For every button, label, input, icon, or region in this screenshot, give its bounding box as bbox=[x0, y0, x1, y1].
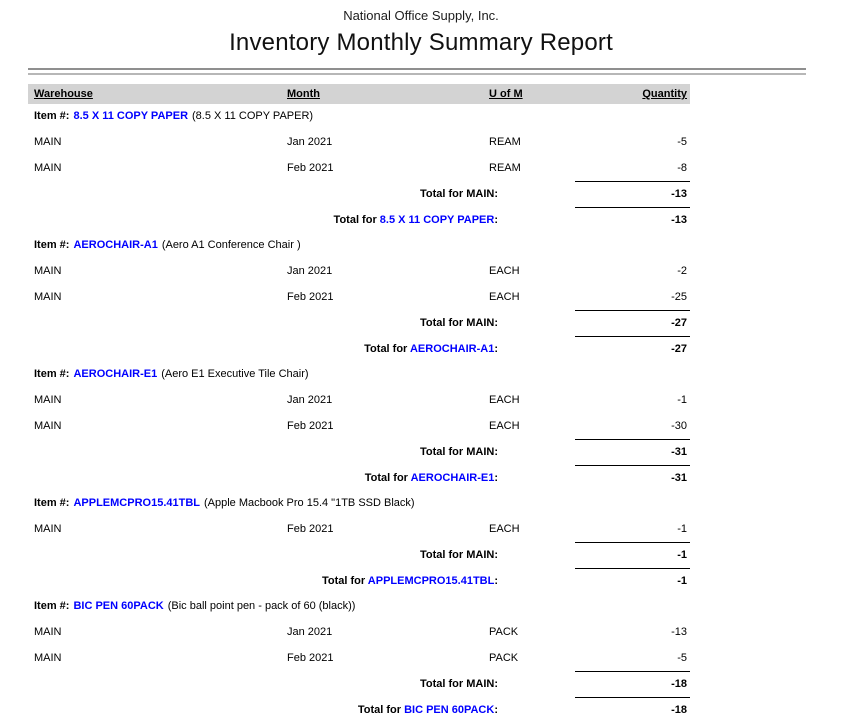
item-code-link[interactable]: AEROCHAIR-A1 bbox=[73, 239, 158, 251]
item-number-label: Item #: bbox=[34, 110, 70, 122]
warehouse-total-row bbox=[28, 439, 690, 465]
row-month: Jan 2021 bbox=[287, 265, 333, 277]
item-rows bbox=[28, 258, 690, 310]
company-name: National Office Supply, Inc. bbox=[343, 8, 499, 23]
warehouse-total-row bbox=[28, 671, 690, 697]
warehouse-total-row bbox=[28, 310, 690, 336]
item-total-code-link[interactable]: APPLEMCPRO15.41TBL bbox=[367, 575, 495, 587]
warehouse-total-quantity: -27 bbox=[671, 317, 687, 329]
item-total-prefix: Total for bbox=[333, 214, 380, 226]
column-header-month: Month bbox=[287, 88, 320, 100]
item-total-suffix: : bbox=[494, 472, 498, 484]
row-quantity: -5 bbox=[677, 652, 687, 664]
column-header-warehouse: Warehouse bbox=[34, 88, 93, 100]
warehouse-total-label: Total for MAIN: bbox=[419, 678, 498, 690]
row-warehouse: MAIN bbox=[34, 162, 62, 174]
item-rows bbox=[28, 619, 690, 671]
row-month: Jan 2021 bbox=[287, 136, 333, 148]
header-divider-rule bbox=[28, 68, 806, 75]
inventory-data-row bbox=[28, 258, 690, 284]
warehouse-total-row bbox=[28, 181, 690, 207]
inventory-data-row bbox=[28, 413, 690, 439]
row-uom: REAM bbox=[489, 136, 521, 148]
item-total-quantity: -27 bbox=[671, 343, 687, 355]
item-section bbox=[28, 362, 690, 491]
item-description: (Aero E1 Executive Tile Chair) bbox=[161, 368, 309, 380]
item-description: (8.5 X 11 COPY PAPER) bbox=[192, 110, 314, 122]
sections-container bbox=[28, 104, 690, 723]
item-number-label: Item #: bbox=[34, 600, 70, 612]
item-header-line bbox=[28, 491, 690, 516]
item-code-link[interactable]: APPLEMCPRO15.41TBL bbox=[73, 497, 200, 509]
item-total-prefix: Total for bbox=[364, 343, 410, 355]
item-section bbox=[28, 104, 690, 233]
item-total-prefix: Total for bbox=[321, 575, 368, 587]
row-month: Feb 2021 bbox=[287, 291, 334, 303]
warehouse-total-label: Total for MAIN: bbox=[419, 317, 498, 329]
item-code-link[interactable]: AEROCHAIR-E1 bbox=[73, 368, 158, 380]
row-warehouse: MAIN bbox=[34, 394, 62, 406]
item-number-label: Item #: bbox=[34, 497, 70, 509]
row-warehouse: MAIN bbox=[34, 136, 62, 148]
item-total-suffix: : bbox=[494, 214, 498, 226]
item-header-line bbox=[28, 362, 690, 387]
item-total-label bbox=[28, 697, 498, 723]
item-rows bbox=[28, 387, 690, 439]
inventory-data-row bbox=[28, 516, 690, 542]
column-header-quantity: Quantity bbox=[642, 88, 687, 100]
item-code-link[interactable]: BIC PEN 60PACK bbox=[73, 600, 164, 612]
warehouse-total-label: Total for MAIN: bbox=[419, 446, 498, 458]
inventory-data-row bbox=[28, 284, 690, 310]
item-total-label bbox=[28, 568, 498, 594]
row-warehouse: MAIN bbox=[34, 265, 62, 277]
item-total-code-link[interactable]: 8.5 X 11 COPY PAPER bbox=[379, 214, 495, 226]
item-rows bbox=[28, 516, 690, 542]
item-rows bbox=[28, 129, 690, 181]
row-quantity: -1 bbox=[677, 394, 687, 406]
item-section bbox=[28, 491, 690, 594]
item-total-row bbox=[28, 336, 690, 362]
row-month: Feb 2021 bbox=[287, 652, 334, 664]
item-code-link[interactable]: 8.5 X 11 COPY PAPER bbox=[73, 110, 189, 122]
item-total-label bbox=[28, 465, 498, 491]
row-uom: EACH bbox=[489, 265, 520, 277]
item-total-code-link[interactable]: AEROCHAIR-E1 bbox=[410, 472, 495, 484]
row-warehouse: MAIN bbox=[34, 626, 62, 638]
item-total-label bbox=[28, 207, 498, 233]
item-section bbox=[28, 233, 690, 362]
row-warehouse: MAIN bbox=[34, 523, 62, 535]
row-quantity: -8 bbox=[677, 162, 687, 174]
item-header-line bbox=[28, 233, 690, 258]
row-month: Feb 2021 bbox=[287, 523, 334, 535]
item-total-prefix: Total for bbox=[364, 472, 411, 484]
column-header-uom: U of M bbox=[489, 88, 523, 100]
item-total-quantity: -31 bbox=[671, 472, 687, 484]
item-number-label: Item #: bbox=[34, 239, 70, 251]
item-total-row bbox=[28, 568, 690, 594]
row-uom: REAM bbox=[489, 162, 521, 174]
warehouse-total-row bbox=[28, 542, 690, 568]
row-month: Jan 2021 bbox=[287, 394, 333, 406]
item-section bbox=[28, 594, 690, 723]
row-quantity: -5 bbox=[677, 136, 687, 148]
item-total-code-link[interactable]: BIC PEN 60PACK bbox=[404, 704, 495, 716]
report-table bbox=[28, 84, 690, 723]
item-total-row bbox=[28, 207, 690, 233]
row-uom: EACH bbox=[489, 394, 520, 406]
inventory-data-row bbox=[28, 387, 690, 413]
item-total-suffix: : bbox=[494, 704, 498, 716]
row-uom: EACH bbox=[489, 523, 520, 535]
report-title: Inventory Monthly Summary Report bbox=[229, 29, 613, 56]
item-total-suffix: : bbox=[494, 575, 498, 587]
inventory-data-row bbox=[28, 155, 690, 181]
row-quantity: -30 bbox=[671, 420, 687, 432]
inventory-data-row bbox=[28, 645, 690, 671]
row-warehouse: MAIN bbox=[34, 652, 62, 664]
row-uom: EACH bbox=[489, 291, 520, 303]
row-month: Feb 2021 bbox=[287, 420, 334, 432]
item-total-row bbox=[28, 697, 690, 723]
warehouse-total-quantity: -31 bbox=[671, 446, 687, 458]
row-quantity: -1 bbox=[677, 523, 687, 535]
row-uom: EACH bbox=[489, 420, 520, 432]
item-total-quantity: -18 bbox=[671, 704, 687, 716]
row-warehouse: MAIN bbox=[34, 420, 62, 432]
warehouse-total-quantity: -1 bbox=[677, 549, 687, 561]
item-total-quantity: -13 bbox=[671, 214, 687, 226]
item-total-quantity: -1 bbox=[677, 575, 687, 587]
row-month: Jan 2021 bbox=[287, 626, 333, 638]
item-total-suffix: : bbox=[494, 343, 498, 355]
item-description: (Bic ball point pen - pack of 60 (black)) bbox=[167, 600, 356, 612]
row-month: Feb 2021 bbox=[287, 162, 334, 174]
warehouse-total-quantity: -18 bbox=[671, 678, 687, 690]
row-quantity: -25 bbox=[671, 291, 687, 303]
item-header-line bbox=[28, 594, 690, 619]
item-total-row bbox=[28, 465, 690, 491]
item-description: (Apple Macbook Pro 15.4 "1TB SSD Black) bbox=[204, 497, 415, 509]
inventory-data-row bbox=[28, 619, 690, 645]
row-warehouse: MAIN bbox=[34, 291, 62, 303]
item-header-line bbox=[28, 104, 690, 129]
item-total-code-link[interactable]: AEROCHAIR-A1 bbox=[409, 343, 495, 355]
warehouse-total-label: Total for MAIN: bbox=[419, 549, 498, 561]
row-uom: PACK bbox=[489, 626, 519, 638]
warehouse-total-quantity: -13 bbox=[671, 188, 687, 200]
item-total-prefix: Total for bbox=[357, 704, 405, 716]
row-quantity: -2 bbox=[677, 265, 687, 277]
row-uom: PACK bbox=[489, 652, 519, 664]
row-quantity: -13 bbox=[671, 626, 687, 638]
item-description: (Aero A1 Conference Chair ) bbox=[161, 239, 301, 251]
warehouse-total-label: Total for MAIN: bbox=[419, 188, 498, 200]
item-total-label bbox=[28, 336, 498, 362]
item-number-label: Item #: bbox=[34, 368, 70, 380]
column-header-bar bbox=[28, 84, 690, 104]
inventory-data-row bbox=[28, 129, 690, 155]
